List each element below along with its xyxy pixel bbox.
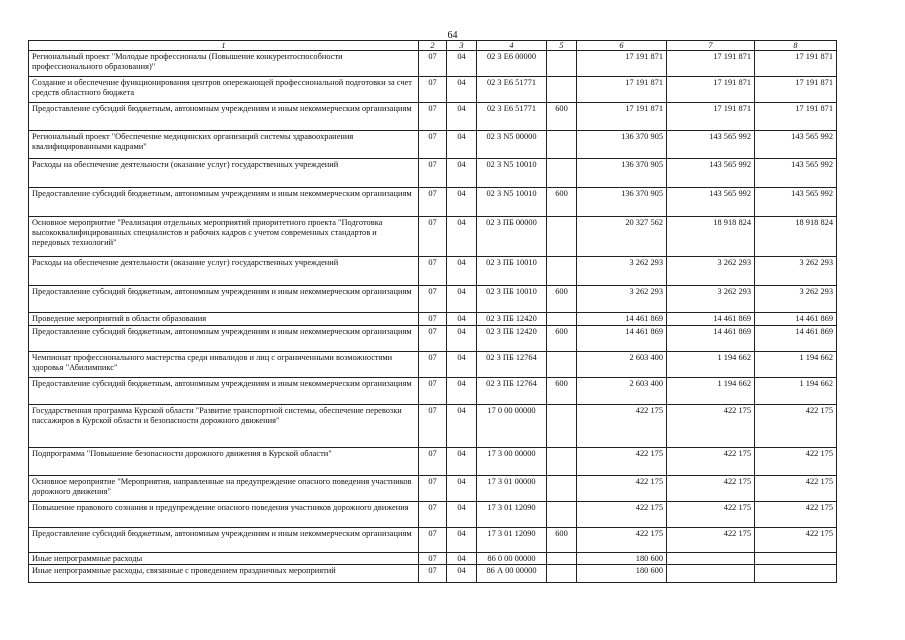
row-amount-col6: 17 191 871 (577, 77, 667, 103)
row-amount-col6: 136 370 905 (577, 131, 667, 159)
row-amount-col7: 1 194 662 (667, 378, 755, 405)
table-row (29, 159, 837, 188)
row-name: Основное мероприятие "Реализация отдельных мероприятий приоритетного проекта "Подготовка высококвалифицированных специалистов и рабочих кадров с учетом современных стандартов и передовых технологий" (29, 217, 419, 257)
row-amount-col6: 136 370 905 (577, 188, 667, 217)
row-section: 07 (419, 476, 447, 502)
row-expense-type (547, 565, 577, 583)
row-section: 07 (419, 448, 447, 476)
row-section: 07 (419, 257, 447, 286)
row-name: Предоставление субсидий бюджетным, автономным учреждениям и иным некоммерческим организациям (29, 378, 419, 405)
table-row (29, 502, 837, 528)
row-name: Повышение правового сознания и предупреждение опасного поведения участников дорожного движения (29, 502, 419, 528)
row-subsection: 04 (447, 286, 477, 313)
row-expense-type (547, 257, 577, 286)
row-amount-col6: 422 175 (577, 528, 667, 553)
table-row (29, 553, 837, 565)
row-name: Региональный проект "Молодые профессионалы (Повышение конкурентоспособности профессионального образования)" (29, 51, 419, 77)
row-section: 07 (419, 313, 447, 326)
row-amount-col6: 17 191 871 (577, 103, 667, 131)
row-amount-col8: 143 565 992 (755, 159, 837, 188)
row-expense-type: 600 (547, 188, 577, 217)
row-name: Государственная программа Курской области "Развитие транспортной системы, обеспечение перевозки пассажиров в Курской области и безопасности дорожного движения" (29, 405, 419, 448)
row-section: 07 (419, 159, 447, 188)
row-amount-col8: 17 191 871 (755, 103, 837, 131)
row-subsection: 04 (447, 51, 477, 77)
budget-table (28, 40, 837, 583)
row-amount-col8: 422 175 (755, 502, 837, 528)
row-subsection: 04 (447, 405, 477, 448)
table-row (29, 286, 837, 313)
row-name: Предоставление субсидий бюджетным, автономным учреждениям и иным некоммерческим организациям (29, 528, 419, 553)
row-amount-col6: 14 461 869 (577, 326, 667, 352)
row-amount-col6: 422 175 (577, 405, 667, 448)
row-amount-col8: 3 262 293 (755, 257, 837, 286)
table-row (29, 313, 837, 326)
row-name: Основное мероприятие "Мероприятия, направленные на предупреждение опасного поведения участников дорожного движения" (29, 476, 419, 502)
row-subsection: 04 (447, 313, 477, 326)
row-name: Расходы на обеспечение деятельности (оказание услуг) государственных учреждений (29, 159, 419, 188)
row-section: 07 (419, 565, 447, 583)
row-target-article: 02 3 ПБ 12764 (477, 378, 547, 405)
row-subsection: 04 (447, 326, 477, 352)
row-amount-col8: 3 262 293 (755, 286, 837, 313)
row-section: 07 (419, 405, 447, 448)
row-expense-type (547, 448, 577, 476)
row-name: Предоставление субсидий бюджетным, автономным учреждениям и иным некоммерческим организациям (29, 103, 419, 131)
row-amount-col6: 3 262 293 (577, 286, 667, 313)
row-expense-type (547, 553, 577, 565)
row-amount-col7 (667, 565, 755, 583)
row-target-article: 02 3 N5 10010 (477, 159, 547, 188)
row-amount-col7: 422 175 (667, 528, 755, 553)
row-target-article: 02 3 ПБ 10010 (477, 257, 547, 286)
row-target-article: 02 3 N5 00000 (477, 131, 547, 159)
row-amount-col7: 3 262 293 (667, 286, 755, 313)
row-section: 07 (419, 502, 447, 528)
row-amount-col6: 180 600 (577, 553, 667, 565)
row-name: Проведение мероприятий в области образования (29, 313, 419, 326)
row-target-article: 02 3 Е6 00000 (477, 51, 547, 77)
row-name: Чемпионат профессионального мастерства среди инвалидов и лиц с ограниченными возможностями здоровья "Абилимпикс" (29, 352, 419, 378)
row-amount-col6: 3 262 293 (577, 257, 667, 286)
row-amount-col7: 1 194 662 (667, 352, 755, 378)
row-amount-col6: 2 603 400 (577, 378, 667, 405)
row-amount-col8: 422 175 (755, 528, 837, 553)
row-section: 07 (419, 528, 447, 553)
table-row (29, 405, 837, 448)
table-row (29, 326, 837, 352)
row-name: Региональный проект "Обеспечение медицинских организаций системы здравоохранения квалифицированными кадрами" (29, 131, 419, 159)
row-amount-col7: 17 191 871 (667, 51, 755, 77)
row-expense-type: 600 (547, 528, 577, 553)
row-target-article: 02 3 ПБ 12420 (477, 313, 547, 326)
row-amount-col7: 3 262 293 (667, 257, 755, 286)
table-row (29, 51, 837, 77)
row-amount-col7: 143 565 992 (667, 131, 755, 159)
row-subsection: 04 (447, 217, 477, 257)
table-row (29, 188, 837, 217)
row-section: 07 (419, 553, 447, 565)
row-target-article: 02 3 ПБ 00000 (477, 217, 547, 257)
row-name: Иные непрограммные расходы, связанные с проведением праздничных мероприятий (29, 565, 419, 583)
row-target-article: 17 3 01 12090 (477, 502, 547, 528)
row-name: Предоставление субсидий бюджетным, автономным учреждениям и иным некоммерческим организациям (29, 326, 419, 352)
row-amount-col6: 422 175 (577, 448, 667, 476)
row-amount-col7: 18 918 824 (667, 217, 755, 257)
row-target-article: 02 3 ПБ 12764 (477, 352, 547, 378)
table-row (29, 378, 837, 405)
row-expense-type: 600 (547, 286, 577, 313)
row-amount-col6: 2 603 400 (577, 352, 667, 378)
row-amount-col7: 422 175 (667, 448, 755, 476)
row-section: 07 (419, 77, 447, 103)
table-row (29, 77, 837, 103)
row-section: 07 (419, 188, 447, 217)
row-amount-col8: 14 461 869 (755, 326, 837, 352)
row-amount-col7 (667, 553, 755, 565)
row-subsection: 04 (447, 528, 477, 553)
row-amount-col7: 143 565 992 (667, 159, 755, 188)
row-amount-col8: 14 461 869 (755, 313, 837, 326)
row-amount-col6: 136 370 905 (577, 159, 667, 188)
row-amount-col7: 422 175 (667, 405, 755, 448)
row-expense-type: 600 (547, 103, 577, 131)
header-col-3: 3 (447, 41, 477, 51)
row-subsection: 04 (447, 502, 477, 528)
row-target-article: 17 3 01 12090 (477, 528, 547, 553)
row-amount-col8: 422 175 (755, 448, 837, 476)
row-subsection: 04 (447, 476, 477, 502)
row-section: 07 (419, 326, 447, 352)
row-expense-type (547, 159, 577, 188)
row-target-article: 17 3 01 00000 (477, 476, 547, 502)
table-row (29, 257, 837, 286)
row-amount-col8 (755, 565, 837, 583)
table-row (29, 352, 837, 378)
header-col-2: 2 (419, 41, 447, 51)
row-expense-type (547, 405, 577, 448)
row-amount-col6: 422 175 (577, 502, 667, 528)
row-amount-col8: 18 918 824 (755, 217, 837, 257)
row-section: 07 (419, 51, 447, 77)
table-row (29, 528, 837, 553)
table-row (29, 217, 837, 257)
row-amount-col6: 14 461 869 (577, 313, 667, 326)
row-amount-col8: 422 175 (755, 476, 837, 502)
row-target-article: 02 3 ПБ 10010 (477, 286, 547, 313)
row-section: 07 (419, 217, 447, 257)
row-amount-col7: 422 175 (667, 502, 755, 528)
row-amount-col8: 17 191 871 (755, 77, 837, 103)
row-target-article: 17 0 00 00000 (477, 405, 547, 448)
row-amount-col6: 422 175 (577, 476, 667, 502)
row-subsection: 04 (447, 103, 477, 131)
table-row (29, 448, 837, 476)
row-section: 07 (419, 352, 447, 378)
row-target-article: 86 0 00 00000 (477, 553, 547, 565)
row-expense-type (547, 502, 577, 528)
header-col-1: 1 (29, 41, 419, 51)
row-amount-col6: 17 191 871 (577, 51, 667, 77)
row-expense-type (547, 51, 577, 77)
row-subsection: 04 (447, 159, 477, 188)
row-subsection: 04 (447, 188, 477, 217)
row-subsection: 04 (447, 448, 477, 476)
row-amount-col8: 143 565 992 (755, 188, 837, 217)
row-expense-type (547, 131, 577, 159)
row-target-article: 02 3 Е6 51771 (477, 103, 547, 131)
row-subsection: 04 (447, 131, 477, 159)
row-amount-col8: 1 194 662 (755, 352, 837, 378)
row-subsection: 04 (447, 352, 477, 378)
row-target-article: 02 3 Е6 51771 (477, 77, 547, 103)
row-section: 07 (419, 286, 447, 313)
row-expense-type (547, 77, 577, 103)
row-amount-col8: 143 565 992 (755, 131, 837, 159)
row-name: Предоставление субсидий бюджетным, автономным учреждениям и иным некоммерческим организациям (29, 286, 419, 313)
header-col-5: 5 (547, 41, 577, 51)
row-name: Расходы на обеспечение деятельности (оказание услуг) государственных учреждений (29, 257, 419, 286)
row-amount-col8: 422 175 (755, 405, 837, 448)
row-amount-col7: 143 565 992 (667, 188, 755, 217)
row-subsection: 04 (447, 378, 477, 405)
row-amount-col7: 422 175 (667, 476, 755, 502)
row-target-article: 02 3 N5 10010 (477, 188, 547, 217)
row-section: 07 (419, 378, 447, 405)
row-expense-type (547, 476, 577, 502)
row-amount-col7: 17 191 871 (667, 103, 755, 131)
row-section: 07 (419, 131, 447, 159)
row-subsection: 04 (447, 565, 477, 583)
table-row (29, 103, 837, 131)
row-amount-col7: 17 191 871 (667, 77, 755, 103)
row-amount-col7: 14 461 869 (667, 313, 755, 326)
row-target-article: 86 А 00 00000 (477, 565, 547, 583)
header-row (29, 41, 837, 51)
row-amount-col8: 1 194 662 (755, 378, 837, 405)
table-row (29, 565, 837, 583)
row-expense-type: 600 (547, 326, 577, 352)
row-name: Иные непрограммные расходы (29, 553, 419, 565)
row-subsection: 04 (447, 257, 477, 286)
row-expense-type (547, 217, 577, 257)
row-name: Предоставление субсидий бюджетным, автономным учреждениям и иным некоммерческим организациям (29, 188, 419, 217)
row-expense-type (547, 313, 577, 326)
row-section: 07 (419, 103, 447, 131)
header-col-7: 7 (667, 41, 755, 51)
page-number: 64 (447, 30, 458, 41)
row-subsection: 04 (447, 553, 477, 565)
header-col-6: 6 (577, 41, 667, 51)
row-expense-type (547, 352, 577, 378)
row-amount-col8: 17 191 871 (755, 51, 837, 77)
row-amount-col6: 180 600 (577, 565, 667, 583)
row-amount-col8 (755, 553, 837, 565)
row-target-article: 02 3 ПБ 12420 (477, 326, 547, 352)
row-subsection: 04 (447, 77, 477, 103)
table-row (29, 476, 837, 502)
row-name: Создание и обеспечение функционирования центров опережающей профессиональной подготовки за счет средств областного бюджета (29, 77, 419, 103)
header-col-8: 8 (755, 41, 837, 51)
row-name: Подпрограмма "Повышение безопасности дорожного движения в Курской области" (29, 448, 419, 476)
row-target-article: 17 3 00 00000 (477, 448, 547, 476)
row-amount-col7: 14 461 869 (667, 326, 755, 352)
header-col-4: 4 (477, 41, 547, 51)
row-expense-type: 600 (547, 378, 577, 405)
table-row (29, 131, 837, 159)
row-amount-col6: 20 327 562 (577, 217, 667, 257)
